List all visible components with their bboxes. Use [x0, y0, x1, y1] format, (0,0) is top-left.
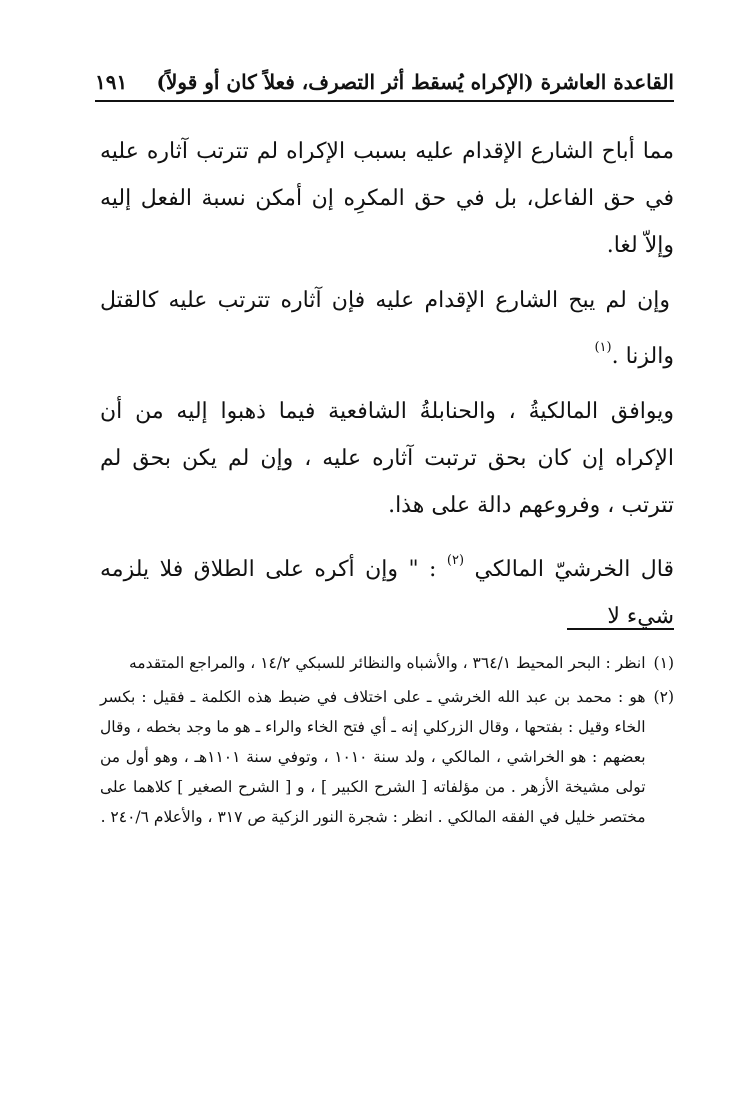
- paragraph-2: [100, 277, 674, 380]
- paragraph-3: ويوافق المالكيةُ ، والحنابلةُ الشافعية فيما ذهبوا إليه من أن الإكراه إن كان بحق ترتبت آثاره عليه ، وإن لم يكن بحق لم تترتب ، وفروعهم دالة على هذا.: [100, 399, 674, 518]
- paragraph-2-text: وإن لم يبح الشارع الإقدام عليه فإن آثاره تترتب عليه كالقتل والزنا .: [100, 288, 674, 369]
- footnote-ref-1: (١): [594, 340, 612, 355]
- footnotes: [100, 648, 674, 836]
- footnote-1: [100, 648, 674, 678]
- footnote-separator: [567, 628, 674, 630]
- footnote-1-text: انظر : البحر المحيط ٣٦٤/١ ، والأشباه والنظائر للسبكي ١٤/٢ ، والمراجع المتقدمه: [129, 654, 646, 672]
- header-rule: [95, 100, 674, 102]
- paragraph-1: مما أباح الشارع الإقدام عليه بسبب الإكراه لم تترتب آثاره عليه في حق الفاعل، بل في حق المكرِه إن أمكن نسبة الفعل إليه وإلاّ لغا.: [100, 139, 674, 258]
- paragraph-4-text-a: قال الخرشيّ المالكي: [474, 557, 675, 582]
- footnote-2-number: (٢): [653, 688, 674, 706]
- page-number: ١٩١: [95, 70, 128, 94]
- footnote-ref-2: (٢): [446, 553, 465, 568]
- running-header: [95, 58, 674, 94]
- paragraph-4: [100, 537, 674, 640]
- header-title: القاعدة العاشرة (الإكراه يُسقط أثر التصرف، فعلاً كان أو قولاً): [156, 70, 674, 94]
- main-text: [100, 128, 674, 648]
- footnote-1-number: (١): [653, 654, 674, 672]
- paragraph-4-text-b: : " وإن أكره على الطلاق فلا يلزمه شيء لا: [100, 557, 674, 629]
- footnote-2-text: هو : محمد بن عبد الله الخرشي ـ على اختلاف في ضبط هذه الكلمة ـ فقيل : بكسر الخاء وقيل : بفتحها ، وقال الزركلي إنه ـ أي فتح الخاء والراء ـ هو ما وجد بخطه ، وقال بعضهم : هو الخراشي ، المالكي ، ولد سنة ١٠١٠ ، وتوفي سنة ١١٠١هـ ، وهو أول من تولى مشيخة الأزهر . من مؤلفاته [ الشرح الكبير ] ، و [ الشرح الصغير ] كلاهما على مختصر خليل في الفقه المالكي . انظر : شجرة النور الزكية ص ٣١٧ ، والأعلام ٢٤٠/٦ .: [100, 688, 646, 826]
- footnote-2: [100, 682, 674, 832]
